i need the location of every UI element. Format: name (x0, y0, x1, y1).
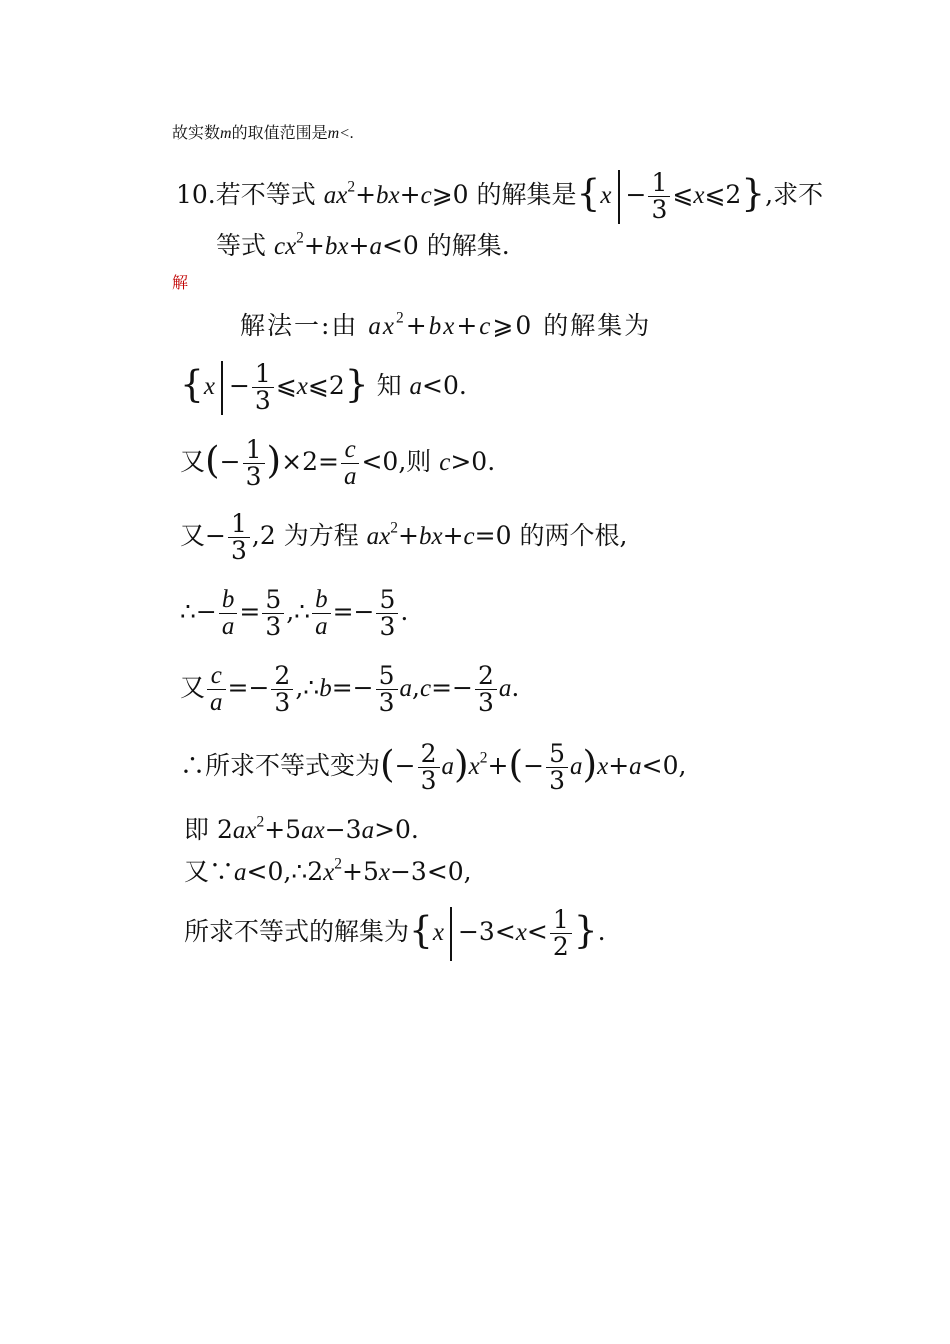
solution-line-4: 又− $\frac{1}{3}$ ,2 为方程 $ax^2+bx+c=0$ 的两个根, (180, 508, 628, 565)
solution-line-8: 即 $2ax^2+5ax-3a>0$. (184, 813, 419, 844)
solution-line-2: {x − $\frac{1}{3}$ ⩽x⩽2} 知 a<0. (180, 358, 467, 415)
solution-line-7: ∴所求不等式变为(− $\frac{2}{3}$ $a)x^2+(-$ $\frac{5}{3}$ a)x+a<0, (180, 738, 687, 795)
answer-label: 解 (172, 273, 189, 292)
previous-answer-line: 故实数m的取值范围是m<. (172, 123, 354, 142)
problem-10-line-1: 10.若不等式 $ax^2+bx+c⩾0$ 的解集是{x − $\frac{1}{3}$ ⩽x⩽2},求不 (176, 167, 824, 224)
problem-10-line-2: 等式 $cx^2+bx+a<0$ 的解集. (216, 229, 510, 260)
fraction: $\frac{1}{3}$ (648, 170, 670, 224)
solution-line-1: 解法一:由 $ax^2+bx+c⩾0$ 的解集为 (240, 309, 652, 340)
solution-line-10: 所求不等式的解集为{x −3<x< $\frac{1}{2}$ }. (184, 904, 606, 961)
solution-line-3: 又(− $\frac{1}{3}$ )×2= $\frac{c}{a}$ <0,则 c>0. (180, 434, 496, 491)
solution-line-6: 又 $\frac{c}{a}$ =− $\frac{2}{3}$ ,∴b=− $\frac{5}{3}$ a,c=− $\frac{2}{3}$ a. (180, 660, 520, 717)
solution-line-9: 又$\because a<0,\therefore 2x^2+5x-3<0$, (184, 855, 472, 886)
solution-line-5: ∴− $\frac{b}{a}$ = $\frac{5}{3}$ ,∴ $\frac{b}{a}$ =− $\frac{5}{3}$ . (180, 584, 409, 641)
problem-number: 10. (176, 180, 216, 209)
